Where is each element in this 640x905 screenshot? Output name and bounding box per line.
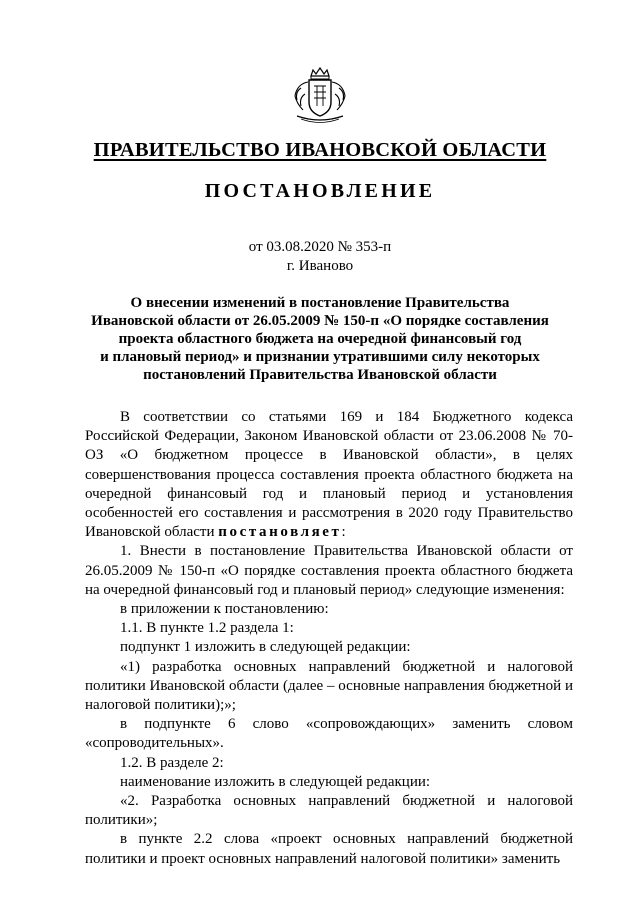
preamble-paragraph <box>85 408 573 542</box>
document-title <box>85 294 555 384</box>
title-line: О внесении изменений в постановление Правительства <box>130 295 510 311</box>
body-paragraph: 1. Внести в постановление Правительства Ивановской области от 26.05.2009 № 150-п «О порядке составления проекта областного бюджета на очередной финансовый год и плановый период» следующие изменения: <box>85 543 573 598</box>
title-line: и плановый период» и признании утратившими силу некоторых <box>100 349 540 365</box>
body-paragraph: 1.2. В разделе 2: <box>120 754 224 771</box>
organization-name: ПРАВИТЕЛЬСТВО ИВАНОВСКОЙ ОБЛАСТИ <box>93 139 547 161</box>
resolves-word: постановляет <box>218 524 342 541</box>
body-paragraph: «1) разработка основных направлений бюджетной и налоговой политики Ивановской области (далее – основные направления бюджетной и налоговой политики);»; <box>85 658 573 714</box>
date-number: от 03.08.2020 № 353-п <box>248 239 392 255</box>
title-line: Ивановской области от 26.05.2009 № 150-п «О порядке составления <box>91 313 549 329</box>
coat-of-arms-emblem <box>287 66 353 126</box>
body-paragraph: в пункте 2.2 слова «проект основных направлений бюджетной политики и проект основных направлений налоговой политики» заменить <box>85 831 573 867</box>
document-body <box>85 408 573 869</box>
preamble-text: В соответствии со статьями 169 и 184 Бюджетного кодекса Российской Федерации, Законом Ивановской области от 23.06.2008 № 70-ОЗ «О бюджетном процессе в Ивановской области», в целях совершенствования процесса составления проекта областного бюджета на очередной финансовый год и плановый период и установления особенностей его составления и рассмотрения в 2020 году Правительство Ивановской области <box>85 409 573 541</box>
resolves-colon: : <box>341 524 346 541</box>
body-paragraph: в приложении к постановлению: <box>120 601 329 618</box>
body-paragraph: в подпункте 6 слово «сопровождающих» заменить словом «сопроводительных». <box>85 716 573 752</box>
body-paragraph: наименование изложить в следующей редакции: <box>120 773 431 790</box>
document-type: ПОСТАНОВЛЕНИЕ <box>204 180 436 202</box>
date-and-place <box>0 238 640 276</box>
city: г. Иваново <box>286 258 354 274</box>
body-paragraph: «2. Разработка основных направлений бюджетной и налоговой политики»; <box>85 793 573 829</box>
body-paragraph: 1.1. В пункте 1.2 раздела 1: <box>120 620 294 637</box>
body-paragraph: подпункт 1 изложить в следующей редакции: <box>120 639 411 656</box>
title-line: проекта областного бюджета на очередной финансовый год <box>118 331 522 347</box>
title-line: постановлений Правительства Ивановской области <box>143 367 497 383</box>
